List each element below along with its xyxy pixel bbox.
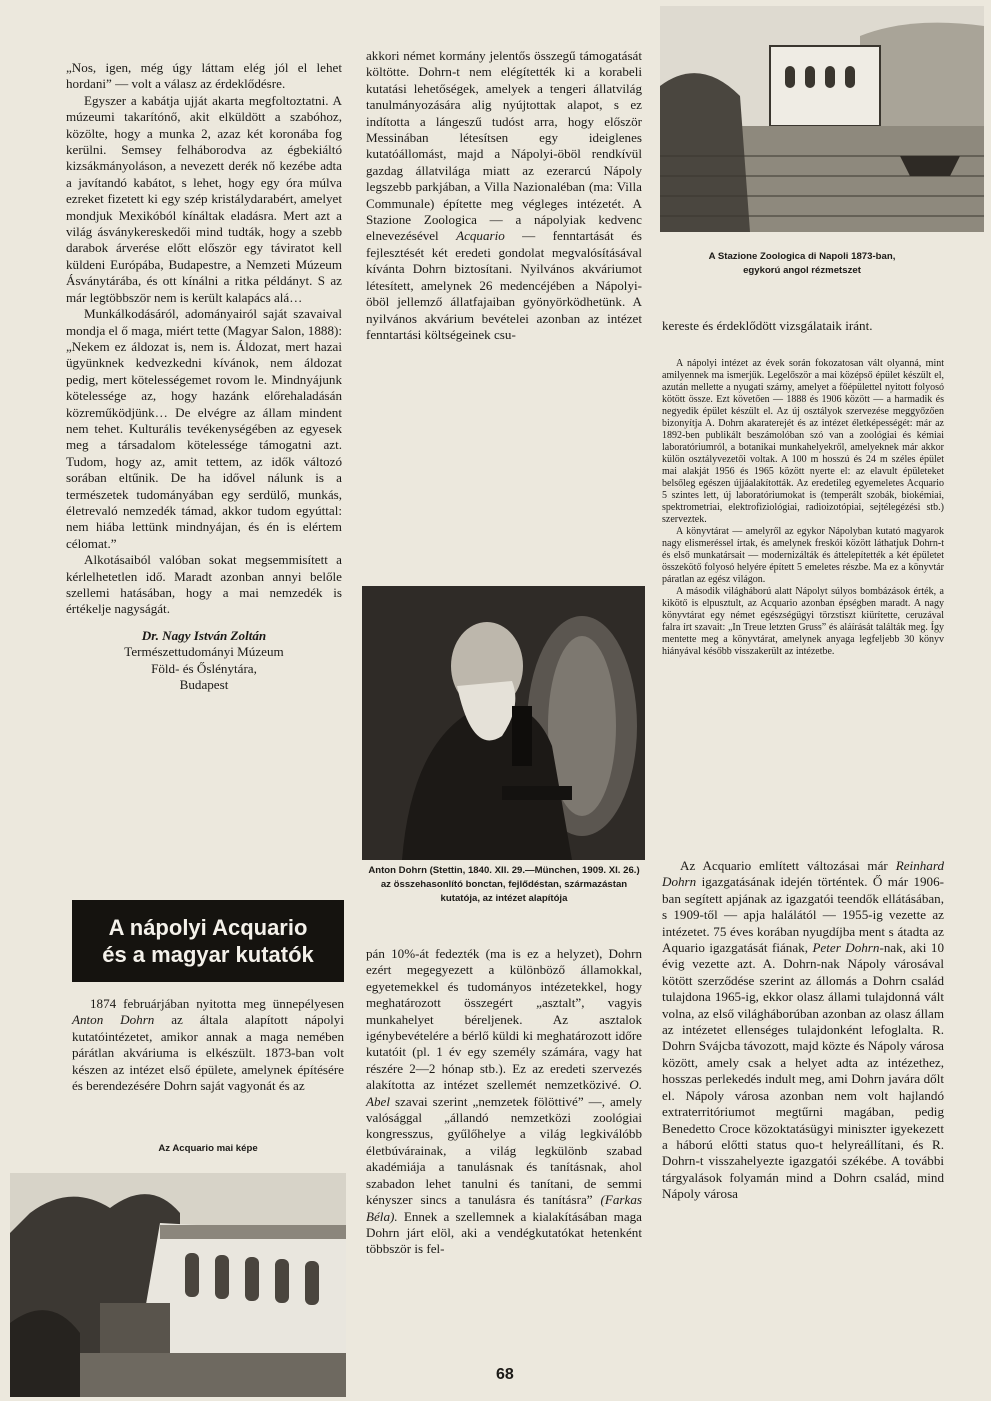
paragraph: Munkálkodásáról, adományairól saját szavaival mondja el ő maga, miért tette (Magyar Salon, 1888): „Nekem ez áldozat is, nem is. Áldozat, mert hazai ügyünknek kedvezkedni kívánok, nem áldozat pedig, mert kötelességemet rovom le. Mindnyájunk kötelessége az, hogy hazánk előrehaladásán közreműködjünk… De elvégre az állam mindent nem tehet. Kulturális tevékenységében az egyesek meg a társadalom kötelessége támogatni azt. Tudom, hogy az, amit tettem, az idők változó sorában eltűnik. De ha idővel nálunk is a természetek tudományában egy serdülő, munkás, életrevaló nemzedék támad, akkor tudom egyúttal: nem hiába lettünk mindnyájan, és én is elértem célomat.” <box>66 306 342 551</box>
article-intro <box>72 996 344 1094</box>
text: szavai szerint „nemzetek fölöttivé” —, amely valósággal „állandó nemzetközi zoológiai kongresszus, gyűlőhelye a világ legkiválóbb életbúvárainak, a világ legkülönb szabad akadémiája a tanulásnak és tanításnak, ahol szabadon lehet tanulni és tanítani, de semmi kényszer sincs a tanulásra és tanításra” <box>366 1093 642 1208</box>
acquario-photo <box>10 1173 346 1397</box>
photo-caption-acquario: Az Acquario mai képe <box>158 1143 258 1154</box>
text: az általa alapított nápolyi kutatóintézetet, amikor annak a maga nemében párátlan akváriuma is elkészült. 1873-ban volt készen az intézet első épülete, amelynek építésére és berendezésére Dohrn saját vagyonát és az <box>72 1012 344 1094</box>
anton-dohrn-portrait <box>362 586 645 860</box>
text: igazgatásának idején történtek. Ő már 1906-ban segített apjának az igazgatói teendők ellátásában, s 1909-től — apja halálától — 1955-ig vezette az intézetet. 75 éves korában nyugdíjba ment s átadta az Aquario igazgatását fiának, <box>662 874 944 956</box>
paragraph <box>72 996 344 1094</box>
text: — fenntartását és fejlesztését két eredeti gondolat megvalósításával kívánta Dohrn biztosítani. Nyilvános akváriumot létesített, amelynek 26 medencéjében a Nápolyi-öböl jellemző állatfajaiban gyönyörködhetünk. A nyilvános akvárium bevételei azonban az intézet fenntartási költségeinek csu- <box>366 228 642 342</box>
photo-caption-dohrn: Anton Dohrn (Stettin, 1840. XII. 29.—München, 1909. XI. 26.) az összehasonlító bonctan, fejlődéstan, származástan kutatója, az intézet alapítója <box>368 865 640 904</box>
paragraph: Egyszer a kabátja ujját akarta megfoltoztatni. A múzeumi takarítónő, akit elküldött a szabóhoz, közölte, hogy a munka 2, azaz két koronába fog kerülni. Semsey felháborodva az égbekiáltó kizsákmányoláson, a nevezett derék nő kezébe adta a javítandó kabátot, s lehet, hogy egy óra múlva ezreket fizetett ki egy szép kristálydarabért, amelyet mondjuk Mexikóból kínáltak eladásra. Mert azt a világ ásványkereskedői mind tudták, hogy a szebb darabok árverése előtt először egy táviratot kell küldeni Európába, Budapestre, a Nemzeti Múzeum Ásványtárába, és ott kínálni a ritka példányt. S az már legtöbbször nem is került kalapács alá… <box>66 92 342 305</box>
paragraph: Alkotásaiból valóban sokat megsemmisített a kérlelhetetlen idő. Maradt azonban annyi belőle szellemi hatásában, hogy a mai nemzedék is értékelje nagyságát. <box>66 552 342 617</box>
author-name: Dr. Nagy István Zoltán <box>141 627 267 643</box>
person-name: Peter Dohrn <box>812 940 880 956</box>
paragraph: A könyvtárat — amelyről az egykor Nápolyban kutató magyarok nagy elismeréssel írtak, és amelynek freskói között láthatjuk Dohrn-t és első munkatársait — modernizálták és áttelepítették a két épületet összekötő folyosó helyére épített 5 emeletes részbe. Ma ez a könyvtár páratlan az egész világon. <box>662 526 944 585</box>
article-headline <box>72 900 344 982</box>
caption-line: A Stazione Zoologica di Napoli 1873-ban, <box>708 251 896 262</box>
paragraph: A nápolyi intézet az évek során fokozatosan vált olyanná, mint amilyennek ma ismerjük. Legelőször a mai középső épület készült el, azután mellette a nyugati szárny, amelyet a főépülettel nyitott folyosó kötött össze. Ezt követően — 1888 és 1906 között — a harmadik és negyedik épület készült el. Az új osztályok szervezése meggyőzően bizonyítja A. Dohrn akaraterejét és az intézet életképességét: már az 1892-ben publikált beszámolóban szó van a zoológiai és kémiai laboratóriumról, a botanikai munkahelyekről, amelyeknek már akkor külön osztályvezetői voltak. A 100 m hosszú és 24 m széles épület mai alakját 1956 és 1965 között nyerte el: az elavult épületeket belsőleg egészen újjáalakították. Az eredetileg egyemeletes Acquario 5 szintes lett, új laboratóriumokat is (temperált szobák, biokémiai, spektrometriai, elektrofiziológiai, radioizotópiai, sejtélegézési stb.) szerveztek. <box>662 358 944 525</box>
signature-block <box>66 628 342 694</box>
text: pán 10%-át fedezték (ma is ez a helyzet), Dohrn ezért megegyezett a különböző államokkal, egyetemekkel és tudományos intézetekkel, hogy meghatározott összegért „asztalt”, vagyis munkahelyet béreljenek. Az asztalok igénybevételére a bérlő küldi ki meghatározott időre kutatóit (pl. 1 év egy személy számára, vagy hat részére 2—2 hónap stb.). Ez az eredeti szervezés alakította az intézet szellemét nemzetközivé. <box>366 946 642 1093</box>
page-number: 68 <box>496 1366 514 1383</box>
paragraph <box>366 48 642 343</box>
person-name: Anton Dohrn <box>72 1012 155 1028</box>
person-name: Reinhard Dohrn <box>662 858 944 890</box>
paragraph <box>366 946 642 1258</box>
author-affiliation: Föld- és Őslénytára, <box>151 660 257 676</box>
column-3-bottom <box>662 858 944 1203</box>
person-name: (Farkas Béla). <box>366 1192 642 1224</box>
column-2-continued <box>366 946 642 1258</box>
caption-line: egykorú angol rézmetszet <box>743 265 861 276</box>
column-3-top <box>662 318 944 334</box>
paragraph: „Nos, igen, még úgy láttam elég jól el lehet hordani” — volt a válasz az érdeklődésre. <box>66 60 342 92</box>
column-3-small-print <box>662 358 944 658</box>
person-name: O. Abel <box>366 1077 642 1109</box>
text: -nak, aki 10 évig vezette azt. A. Dohrn-nak Nápoly városával kötött szerződése szerint az állomás a Dohrn család tulajdona 1965-ig, ekkor olasz állami tulajdonná vált volna, az első világháborúban azonban az olasz állam az intézetet ellenséges tulajdonként lefoglalta. R. Dohrn Svájcba távozott, majd közte és Nápoly városa között, amely csak a helyet adta az intézethez, hosszas perlekedés indult meg, ami Dohrn javára dőlt el. Nápoly városa azonban nem volt hajlandó extraterritóriumot megtűrni magában, pedig Benedetto Croce közoktatásügyi miniszter igyekezett a háború előtti status quo-t helyreállítani, és R. Dohrn-t visszahelyezte igazgatói székébe. A további tárgyalások folyamán mind a Dohrn család, mind Nápoly városa <box>662 940 944 1202</box>
column-1 <box>66 60 342 693</box>
text: Az Acquario említett változásai már <box>680 858 896 873</box>
text: 1874 februárjában nyitotta meg ünnepélyesen <box>90 996 344 1011</box>
text: akkori német kormány jelentős összegű támogatását költötte. Dohrn-t nem elégítették ki a korabeli kutatási lehetőségek, amelyek a tengeri állatvilág tanulmányozására alig nyújtottak alapot, s ez indította a lángeszű tudóst arra, hogy először Messinában létesítsen egy ideiglenes kutatóállomást, majd a Nápolyi-öböl rendkívül gazdag állatvilága miatt az ezerarcú Nápoly legszebb parkjában, a Villa Nazionaléban (ma: Villa Communale) építette meg végleges intézetét. A Stazione Zoologica — a nápolyiak kedvenc elnevezésével <box>366 48 642 244</box>
paragraph <box>662 858 944 1203</box>
photo-caption-stazione <box>660 250 944 278</box>
headline-line: és a magyar kutatók <box>102 942 314 967</box>
paragraph: A második világháború alatt Nápolyt súlyos bombázások érték, a kikötő is elpusztult, az Acquario azonban épségben maradt. A nagy könyvtárat egy német egészségügyi törzstiszt kiürítette, ceruzával falra írt szavait: „In Treue letzten Gruss” és aláírását találták meg. Így mentette meg a könyvtárat, amelynek anyaga legfeljebb 30 könyv hiányával később visszakerült az intézetbe. <box>662 586 944 657</box>
term: Acquario <box>456 228 505 244</box>
headline-line: A nápolyi Acquario <box>108 915 308 940</box>
author-affiliation: Budapest <box>179 677 229 693</box>
text: Ennek a szellemnek a kialakításában maga Dohrn járt elöl, aki a vendégkutatókat hetenként többször is fel- <box>366 1208 642 1257</box>
paragraph: kereste és érdeklődött vizsgálataik iránt. <box>662 318 873 333</box>
stazione-engraving <box>660 6 984 232</box>
column-2 <box>366 48 642 343</box>
author-affiliation: Természettudományi Múzeum <box>124 644 284 660</box>
